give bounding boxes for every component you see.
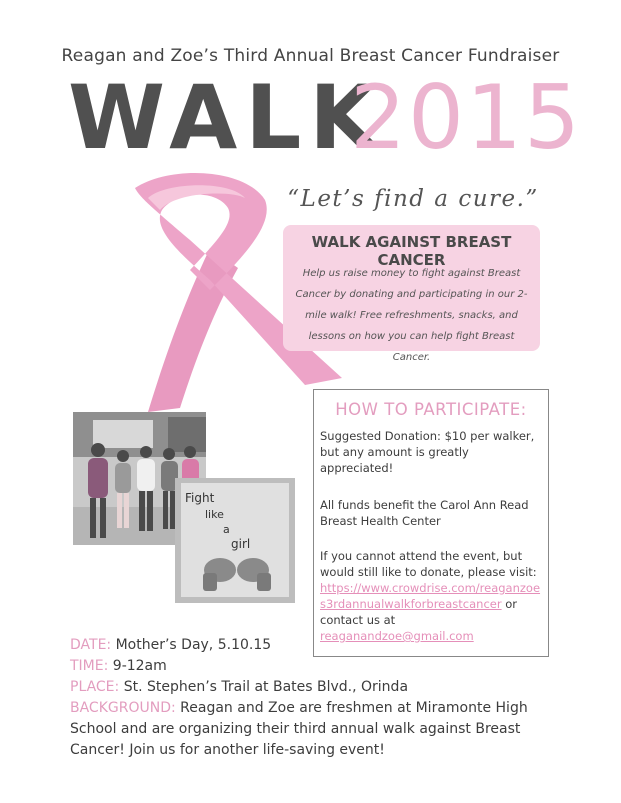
walk-box-body: Help us raise money to fight against Breast Cancer by donating and participating in our 2-mile walk! Free refreshments, snacks, and lessons on how you can help fight Breast Cancer. [295, 268, 528, 363]
a-word: a [223, 523, 230, 536]
event-subtitle: Reagan and Zoe’s Third Annual Breast Cancer Fundraiser [61, 46, 560, 66]
date-line [70, 635, 271, 656]
year-heading: 2015 [350, 66, 582, 169]
fight-like-a-girl-photo [175, 478, 295, 603]
donate-info [320, 548, 542, 644]
date-label: DATE: [70, 637, 112, 653]
walk-heading: WALK [68, 66, 386, 169]
donation-text: Suggested Donation: $10 per walker, but any amount is greatly appreciated! [320, 429, 535, 475]
quote-text: “Let’s find a cure.” [287, 186, 539, 212]
place-line [70, 677, 408, 698]
email-link[interactable]: reaganandzoe@gmail.com [320, 629, 474, 643]
fight-word: Fight [185, 491, 215, 505]
contact-text: or contact us at [320, 597, 518, 627]
time-line [70, 656, 167, 677]
background-value: Reagan and Zoe are freshmen at Miramonte High School and are organizing their third annual walk against Breast Cancer! Join us for another life-saving event! [70, 700, 528, 758]
funds-text: All funds benefit the Carol Ann Read Breast Health Center [320, 498, 529, 528]
participate-title: HOW TO PARTICIPATE: [335, 400, 527, 419]
background-label: BACKGROUND: [70, 700, 176, 716]
donate-intro: If you cannot attend the event, but would still like to donate, please visit: [320, 549, 537, 579]
time-label: TIME: [70, 658, 109, 674]
date-value: Mother’s Day, 5.10.15 [115, 637, 272, 653]
background-paragraph [70, 698, 540, 761]
time-value: 9-12am [112, 658, 167, 674]
place-value: St. Stephen’s Trail at Bates Blvd., Orinda [123, 679, 409, 695]
like-word: like [205, 508, 224, 521]
place-label: PLACE: [70, 679, 120, 695]
walk-box-title: WALK AGAINST BREAST CANCER [311, 233, 512, 269]
girl-word: girl [231, 537, 251, 551]
crowdrise-link[interactable]: https://www.crowdrise.com/reaganzoes3rdannualwalkforbreastcancer [320, 581, 541, 611]
